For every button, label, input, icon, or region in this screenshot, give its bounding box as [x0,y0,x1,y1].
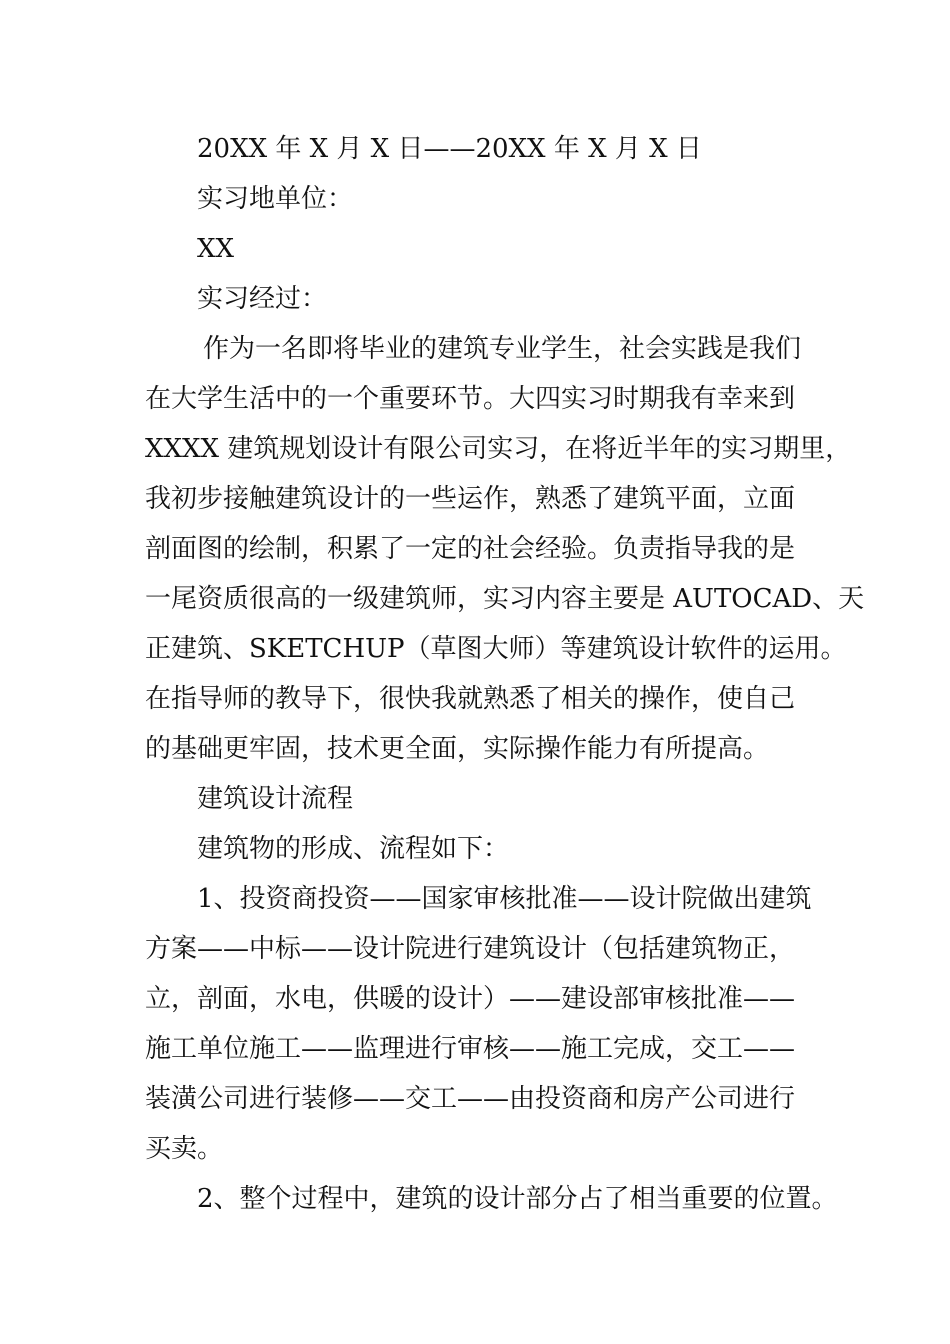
paragraph-line: 正建筑、SKETCHUP（草图大师）等建筑设计软件的运用。 [145,634,847,664]
intro-paragraph [145,324,865,774]
internship-unit-label: 实习地单位： [197,184,354,214]
flow-intro: 建筑物的形成、流程如下： [197,834,510,864]
paragraph-line: 一尾资质很高的一级建筑师，实习内容主要是 AUTOCAD、天 [145,584,865,614]
step-2-paragraph: 2、整个过程中，建筑的设计部分占了相当重要的位置。 [197,1184,838,1214]
paragraph-line: 施工单位施工——监理进行审核——施工完成，交工—— [145,1034,796,1064]
paragraph-line: XXXX 建筑规划设计有限公司实习，在将近半年的实习期里， [145,434,852,464]
paragraph-line: 1、投资商投资——国家审核批准——设计院做出建筑 [197,884,812,914]
paragraph-line: 装潢公司进行装修——交工——由投资商和房产公司进行 [145,1084,796,1114]
paragraph-line: 作为一名即将毕业的建筑专业学生，社会实践是我们 [203,334,802,364]
section-title: 建筑设计流程 [197,784,354,814]
internship-unit-value: XX [197,234,235,264]
paragraph-line: 我初步接触建筑设计的一些运作，熟悉了建筑平面，立面 [145,484,796,514]
paragraph-line: 在大学生活中的一个重要环节。大四实习时期我有幸来到 [145,384,796,414]
paragraph-line: 立，剖面，水电，供暖的设计）——建设部审核批准—— [145,984,796,1014]
paragraph-line: 剖面图的绘制，积累了一定的社会经验。负责指导我的是 [145,534,796,564]
step-1-paragraph [145,874,835,1174]
document-body [145,124,865,1224]
internship-process-label: 实习经过： [197,284,328,314]
date-range: 20XX 年 X 月 X 日——20XX 年 X 月 X 日 [197,134,702,164]
paragraph-line: 的基础更牢固，技术更全面，实际操作能力有所提高。 [145,734,770,764]
paragraph-line: 在指导师的教导下，很快我就熟悉了相关的操作，使自己 [145,684,796,714]
paragraph-line: 买卖。 [145,1134,224,1164]
paragraph-line: 方案——中标——设计院进行建筑设计（包括建筑物正， [145,934,796,964]
